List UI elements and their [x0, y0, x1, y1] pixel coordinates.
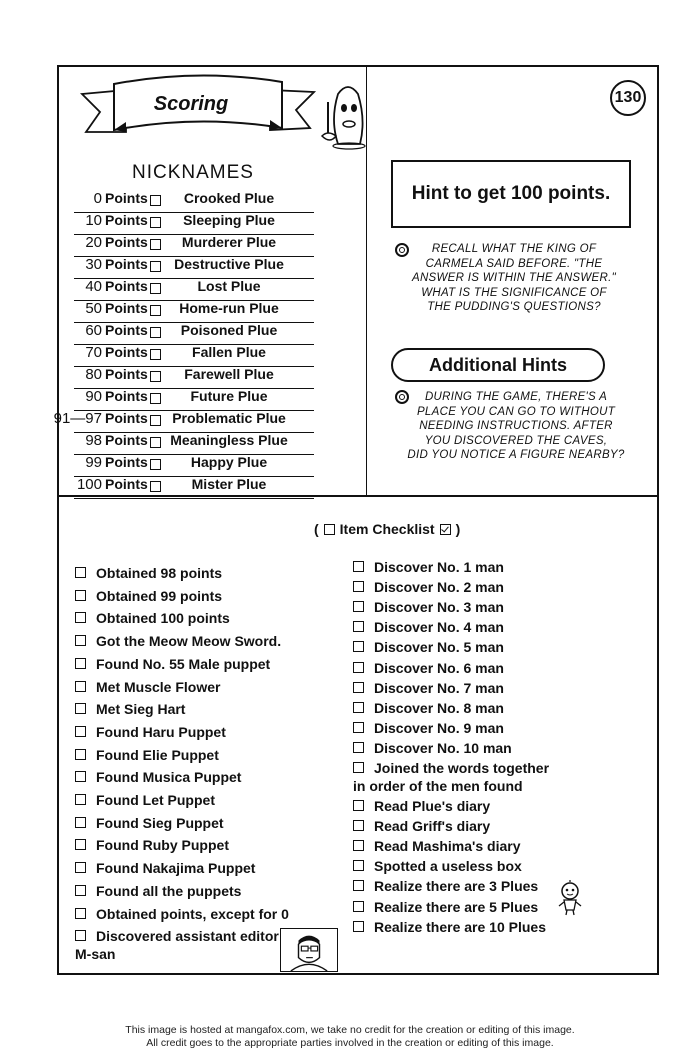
- checklist-item-label: Discover No. 7 man: [374, 679, 504, 696]
- checkbox-icon[interactable]: [150, 217, 161, 228]
- checklist-title: Item Checklist: [339, 521, 435, 537]
- checkbox-icon[interactable]: [75, 612, 86, 623]
- checklist-item-label: Discovered assistant editor M-san: [75, 928, 279, 963]
- checkbox-icon[interactable]: [150, 283, 161, 294]
- checklist-item-label: Discover No. 1 man: [374, 559, 504, 575]
- checkbox-icon[interactable]: [150, 261, 161, 272]
- nickname-row: [74, 278, 314, 301]
- nickname-points: 99: [85, 454, 102, 471]
- checkbox-icon[interactable]: [75, 590, 86, 601]
- nickname-points: 70: [85, 344, 102, 361]
- checkbox-icon[interactable]: [353, 662, 364, 673]
- points-label: Points: [105, 300, 148, 316]
- checkbox-icon[interactable]: [75, 749, 86, 760]
- checkbox-icon[interactable]: [353, 762, 364, 773]
- points-label: Points: [105, 366, 148, 382]
- nickname-points: 90: [85, 388, 102, 405]
- nickname-name: Mister Plue: [191, 476, 267, 492]
- checkbox-icon[interactable]: [353, 800, 364, 811]
- nickname-points: 50: [85, 300, 102, 317]
- checkbox-icon[interactable]: [75, 703, 86, 714]
- checkbox-icon[interactable]: [150, 327, 161, 338]
- nickname-name: Sleeping Plue: [183, 212, 275, 228]
- checklist-item-label: Found Ruby Puppet: [96, 837, 229, 854]
- checklist-item-label: Joined the words together in order of the men found: [353, 760, 550, 794]
- checklist-item-label: Found No. 55 Male puppet: [96, 655, 271, 672]
- assistant-portrait-icon: [280, 928, 338, 972]
- checklist-item-label: Found Nakajima Puppet: [96, 860, 256, 877]
- checklist-item-label: Discover No. 6 man: [374, 659, 504, 676]
- checklist-item-label: Spotted a useless box: [374, 858, 522, 875]
- points-label: Points: [105, 256, 148, 272]
- hosting-credit: This image is hosted at mangafox.com, we take no credit for the creation or editing of this image. All credit goes to the appropriate parties involved in the creation or editing of this image.: [125, 1024, 575, 1049]
- empty-checkbox-icon: [324, 524, 335, 535]
- nickname-row: [74, 212, 314, 235]
- checklist-item-label: Found Let Puppet: [96, 792, 215, 808]
- page-title: Scoring: [153, 93, 229, 115]
- hint-text: RECALL WHAT THE KING OF CARMELA SAID BEFORE. "THE ANSWER IS WITHIN THE ANSWER." WHAT IS THE SIGNIFICANCE OF THE PUDDING'S QUESTIONS?: [411, 243, 617, 313]
- nickname-points: 100: [76, 476, 102, 493]
- nickname-row: [53, 410, 314, 433]
- checkbox-icon[interactable]: [75, 908, 86, 919]
- nickname-row: [74, 344, 314, 367]
- checklist-item-label: Read Plue's diary: [374, 798, 491, 814]
- checklist-item-label: Found Elie Puppet: [96, 746, 219, 763]
- checklist-heading: ( Item Checklist ): [314, 521, 461, 537]
- nickname-row: [74, 234, 314, 257]
- additional-hints-title: Additional Hints: [391, 348, 605, 382]
- nickname-row: [74, 476, 314, 499]
- checklist-item-label: Found Musica Puppet: [96, 769, 242, 786]
- checklist-item-label: Discover No. 3 man: [374, 599, 504, 616]
- nickname-points: 30: [85, 256, 102, 273]
- points-label: Points: [105, 410, 148, 426]
- nickname-name: Farewell Plue: [184, 366, 274, 382]
- points-label: Points: [105, 190, 148, 206]
- checkbox-icon[interactable]: [353, 601, 364, 612]
- nickname-row: [74, 366, 314, 389]
- checklist-item-label: Realize there are 3 Plues: [374, 878, 539, 895]
- checkbox-icon[interactable]: [353, 742, 364, 753]
- nickname-name: Crooked Plue: [183, 190, 275, 206]
- checklist-item-label: Obtained 100 points: [96, 610, 230, 627]
- points-label: Points: [105, 388, 148, 404]
- nicknames-heading: NICKNAMES: [132, 162, 254, 183]
- checkbox-icon[interactable]: [353, 722, 364, 733]
- checkbox-icon[interactable]: [75, 817, 86, 828]
- nickname-name: Poisoned Plue: [180, 322, 278, 338]
- checkbox-icon[interactable]: [150, 305, 161, 316]
- checkbox-icon[interactable]: [353, 621, 364, 632]
- nickname-name: Destructive Plue: [174, 256, 284, 272]
- nickname-row: [74, 388, 314, 411]
- checkbox-icon[interactable]: [353, 581, 364, 592]
- nickname-name: Lost Plue: [197, 278, 261, 294]
- checklist-item-label: Read Mashima's diary: [374, 838, 521, 855]
- nickname-row: [74, 322, 314, 345]
- nickname-points: 80: [85, 366, 102, 383]
- checkbox-icon[interactable]: [150, 239, 161, 250]
- checkbox-icon[interactable]: [75, 885, 86, 896]
- nickname-name: Home-run Plue: [179, 300, 279, 316]
- checklist-item-label: Met Sieg Hart: [96, 701, 186, 718]
- checkbox-icon[interactable]: [150, 195, 161, 206]
- checkbox-icon[interactable]: [150, 349, 161, 360]
- checkbox-icon[interactable]: [75, 681, 86, 692]
- nickname-points: 91—97: [53, 410, 102, 427]
- checkbox-icon[interactable]: [150, 481, 161, 492]
- nickname-name: Fallen Plue: [192, 344, 266, 360]
- nickname-name: Happy Plue: [190, 454, 268, 470]
- checkbox-icon[interactable]: [150, 371, 161, 382]
- checkbox-icon[interactable]: [353, 901, 364, 912]
- checklist-item-label: Discover No. 2 man: [374, 579, 504, 596]
- nickname-name: Meaningless Plue: [170, 432, 288, 448]
- checklist-item-label: Discover No. 4 man: [374, 619, 504, 636]
- checked-checkbox-icon: [440, 524, 451, 535]
- points-label: Points: [105, 212, 148, 228]
- points-label: Points: [105, 476, 148, 492]
- checkbox-icon[interactable]: [75, 794, 86, 805]
- points-label: Points: [105, 344, 148, 360]
- points-label: Points: [105, 322, 148, 338]
- checklist-item-label: Realize there are 5 Plues: [374, 898, 539, 915]
- checkbox-icon[interactable]: [75, 726, 86, 737]
- nickname-row: [74, 432, 314, 455]
- checkbox-icon[interactable]: [353, 921, 364, 932]
- checkbox-icon[interactable]: [75, 635, 86, 646]
- nickname-row: [74, 300, 314, 323]
- checklist-item-label: Discover No. 8 man: [374, 699, 504, 716]
- checkbox-icon[interactable]: [75, 567, 86, 578]
- checkbox-icon[interactable]: [150, 459, 161, 470]
- checkbox-icon[interactable]: [353, 860, 364, 871]
- checkbox-icon[interactable]: [353, 682, 364, 693]
- points-label: Points: [105, 432, 148, 448]
- nickname-name: Future Plue: [190, 388, 268, 404]
- nickname-row: [74, 256, 314, 279]
- page-number: 130: [610, 80, 646, 116]
- checkbox-icon[interactable]: [75, 771, 86, 782]
- additional-hint-text: DURING THE GAME, THERE'S A PLACE YOU CAN GO TO WITHOUT NEEDING INSTRUCTIONS. AFTER YOU DISCOVERED THE CAVES, DID YOU NOTICE A FIGURE NEARBY?: [407, 391, 625, 461]
- checkbox-icon[interactable]: [75, 862, 86, 873]
- checkbox-icon[interactable]: [353, 641, 364, 652]
- checklist-item-label: Discover No. 5 man: [374, 639, 504, 656]
- nickname-points: 60: [85, 322, 102, 339]
- checkbox-icon[interactable]: [353, 561, 364, 572]
- checkbox-icon[interactable]: [353, 880, 364, 891]
- hint-title: Hint to get 100 points.: [391, 160, 631, 228]
- checkbox-icon[interactable]: [353, 702, 364, 713]
- checkbox-icon[interactable]: [353, 820, 364, 831]
- checklist-item-label: Found Haru Puppet: [96, 723, 226, 740]
- checklist-item-label: Obtained 99 points: [96, 587, 223, 604]
- checklist-item-label: Realize there are 10 Plues: [374, 918, 546, 935]
- checkbox-icon[interactable]: [75, 839, 86, 850]
- checkbox-icon[interactable]: [75, 930, 86, 941]
- points-label: Points: [105, 454, 148, 470]
- checkbox-icon[interactable]: [353, 840, 364, 851]
- checklist-item-label: Got the Meow Meow Sword.: [96, 633, 282, 650]
- points-label: Points: [105, 234, 148, 250]
- checkbox-icon[interactable]: [150, 393, 161, 404]
- checklist-item-label: Obtained points, except for 0: [96, 905, 289, 922]
- nickname-points: 20: [85, 234, 102, 251]
- nickname-points: 98: [85, 432, 102, 449]
- nickname-row: [74, 454, 314, 477]
- checklist-item-label: Obtained 98 points: [96, 565, 223, 581]
- nickname-name: Problematic Plue: [172, 410, 286, 426]
- checklist-item-label: Met Muscle Flower: [96, 678, 221, 695]
- nickname-points: 0: [93, 190, 102, 207]
- checkbox-icon[interactable]: [150, 437, 161, 448]
- checkbox-icon[interactable]: [150, 415, 161, 426]
- checkbox-icon[interactable]: [75, 658, 86, 669]
- nickname-name: Murderer Plue: [181, 234, 277, 250]
- pudding-mascot-icon: [316, 80, 378, 150]
- checklist-item-label: Read Griff's diary: [374, 818, 491, 835]
- checklist-item-label: Discover No. 9 man: [374, 719, 504, 736]
- checklist-item-label: Found Sieg Puppet: [96, 814, 224, 831]
- doll-figure-icon: [554, 880, 586, 916]
- points-label: Points: [105, 278, 148, 294]
- checklist-item-label: Found all the puppets: [96, 882, 242, 899]
- nickname-points: 40: [85, 278, 102, 295]
- nickname-points: 10: [85, 212, 102, 229]
- nickname-row: [74, 190, 314, 213]
- checklist-item-label: Discover No. 10 man: [374, 739, 512, 756]
